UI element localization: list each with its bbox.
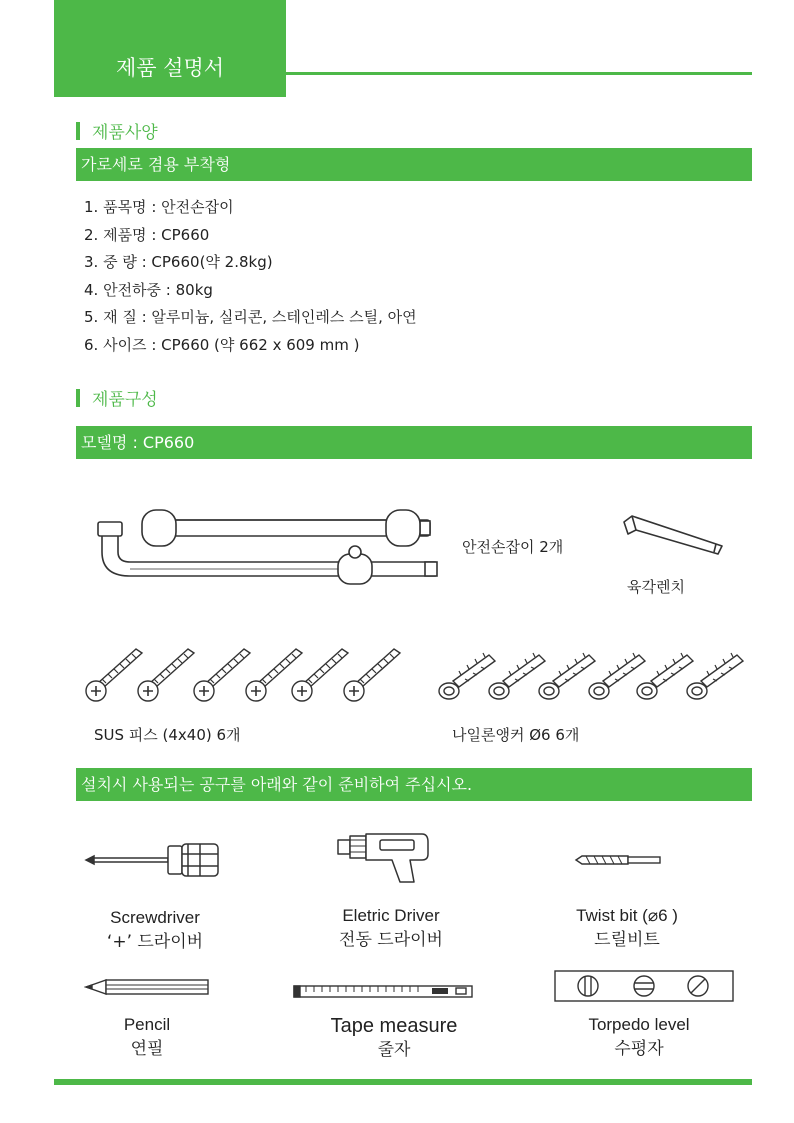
electric-drill-caption — [296, 904, 486, 952]
screws-caption: SUS 피스 (4x40) 6개 — [94, 726, 241, 744]
components-heading — [76, 385, 158, 410]
handle-icon — [90, 500, 450, 590]
anchor-icon — [687, 653, 743, 699]
spec-item: 6. 사이즈 : CP660 (약 662 x 609 mm ) — [84, 335, 360, 354]
title-tab — [54, 0, 286, 97]
tools-band — [76, 768, 752, 801]
model-band — [76, 426, 752, 459]
page-title: 제품 설명서 — [115, 55, 225, 80]
screw-icon — [194, 649, 250, 701]
anchor-icon — [439, 653, 495, 699]
drill-bit-caption — [532, 904, 722, 952]
heading-bar — [76, 389, 80, 407]
spec-item: 2. 제품명 : CP660 — [84, 225, 210, 244]
tool-name-ko: ‘+’ 드라이버 — [106, 932, 204, 952]
screwdriver-caption — [60, 906, 250, 954]
components-heading-text: 제품구성 — [92, 390, 158, 410]
tool-name-ko: 수평자 — [614, 1039, 664, 1059]
tool-name-en: Eletric Driver — [342, 906, 440, 925]
tape-measure-caption — [284, 1013, 504, 1061]
model-band-text: 모델명 : CP660 — [81, 433, 195, 452]
torpedo-level-caption — [544, 1013, 734, 1061]
tool-name-ko: 연필 — [130, 1039, 164, 1059]
handle-caption: 안전손잡이 2개 — [462, 538, 564, 556]
spec-list — [84, 194, 417, 359]
spec-item: 5. 재 질 : 알루미늄, 실리콘, 스테인레스 스틸, 아연 — [84, 308, 417, 326]
screw-icon — [138, 649, 194, 701]
hex-wrench-icon — [618, 500, 728, 560]
drill-bit-icon — [574, 850, 664, 870]
electric-drill-icon — [336, 830, 436, 886]
spec-heading — [76, 118, 158, 143]
screw-icon — [344, 649, 400, 701]
spec-band — [76, 148, 752, 181]
screwdriver-icon — [84, 842, 224, 878]
tape-measure-icon — [292, 984, 474, 1000]
spec-band-text: 가로세로 겸용 부착형 — [81, 155, 231, 174]
tool-name-ko: 전동 드라이버 — [339, 930, 443, 950]
anchors-caption: 나일론앵커 Ø6 6개 — [452, 726, 580, 744]
anchor-icon — [489, 653, 545, 699]
tool-name-en: Torpedo level — [588, 1015, 690, 1034]
screws-illustration — [84, 636, 414, 716]
anchors-illustration — [435, 636, 755, 716]
anchor-icon — [637, 653, 693, 699]
spec-item: 1. 품목명 : 안전손잡이 — [84, 198, 234, 216]
pencil-icon — [84, 976, 214, 998]
screw-icon — [86, 649, 142, 701]
tool-name-en: Twist bit (⌀6 ) — [576, 906, 678, 925]
heading-bar — [76, 122, 80, 140]
spec-item: 4. 안전하중 : 80kg — [84, 280, 213, 299]
bottom-rule — [54, 1079, 752, 1085]
tool-name-ko: 줄자 — [377, 1040, 411, 1060]
tool-name-ko: 드릴비트 — [594, 930, 660, 950]
screw-icon — [292, 649, 348, 701]
tool-name-en: Pencil — [123, 1015, 171, 1034]
tool-name-en: Screwdriver — [110, 908, 200, 927]
torpedo-level-icon — [554, 970, 734, 1002]
anchor-icon — [539, 653, 595, 699]
hex-wrench-caption: 육각렌치 — [627, 578, 685, 596]
spec-item: 3. 중 량 : CP660(약 2.8kg) — [84, 253, 273, 271]
pencil-caption — [52, 1013, 242, 1061]
spec-heading-text: 제품사양 — [92, 123, 158, 143]
title-underline — [286, 72, 752, 75]
tools-band-text: 설치시 사용되는 공구를 아래와 같이 준비하여 주십시오. — [81, 775, 473, 794]
tool-name-en: Tape measure — [330, 1015, 458, 1037]
